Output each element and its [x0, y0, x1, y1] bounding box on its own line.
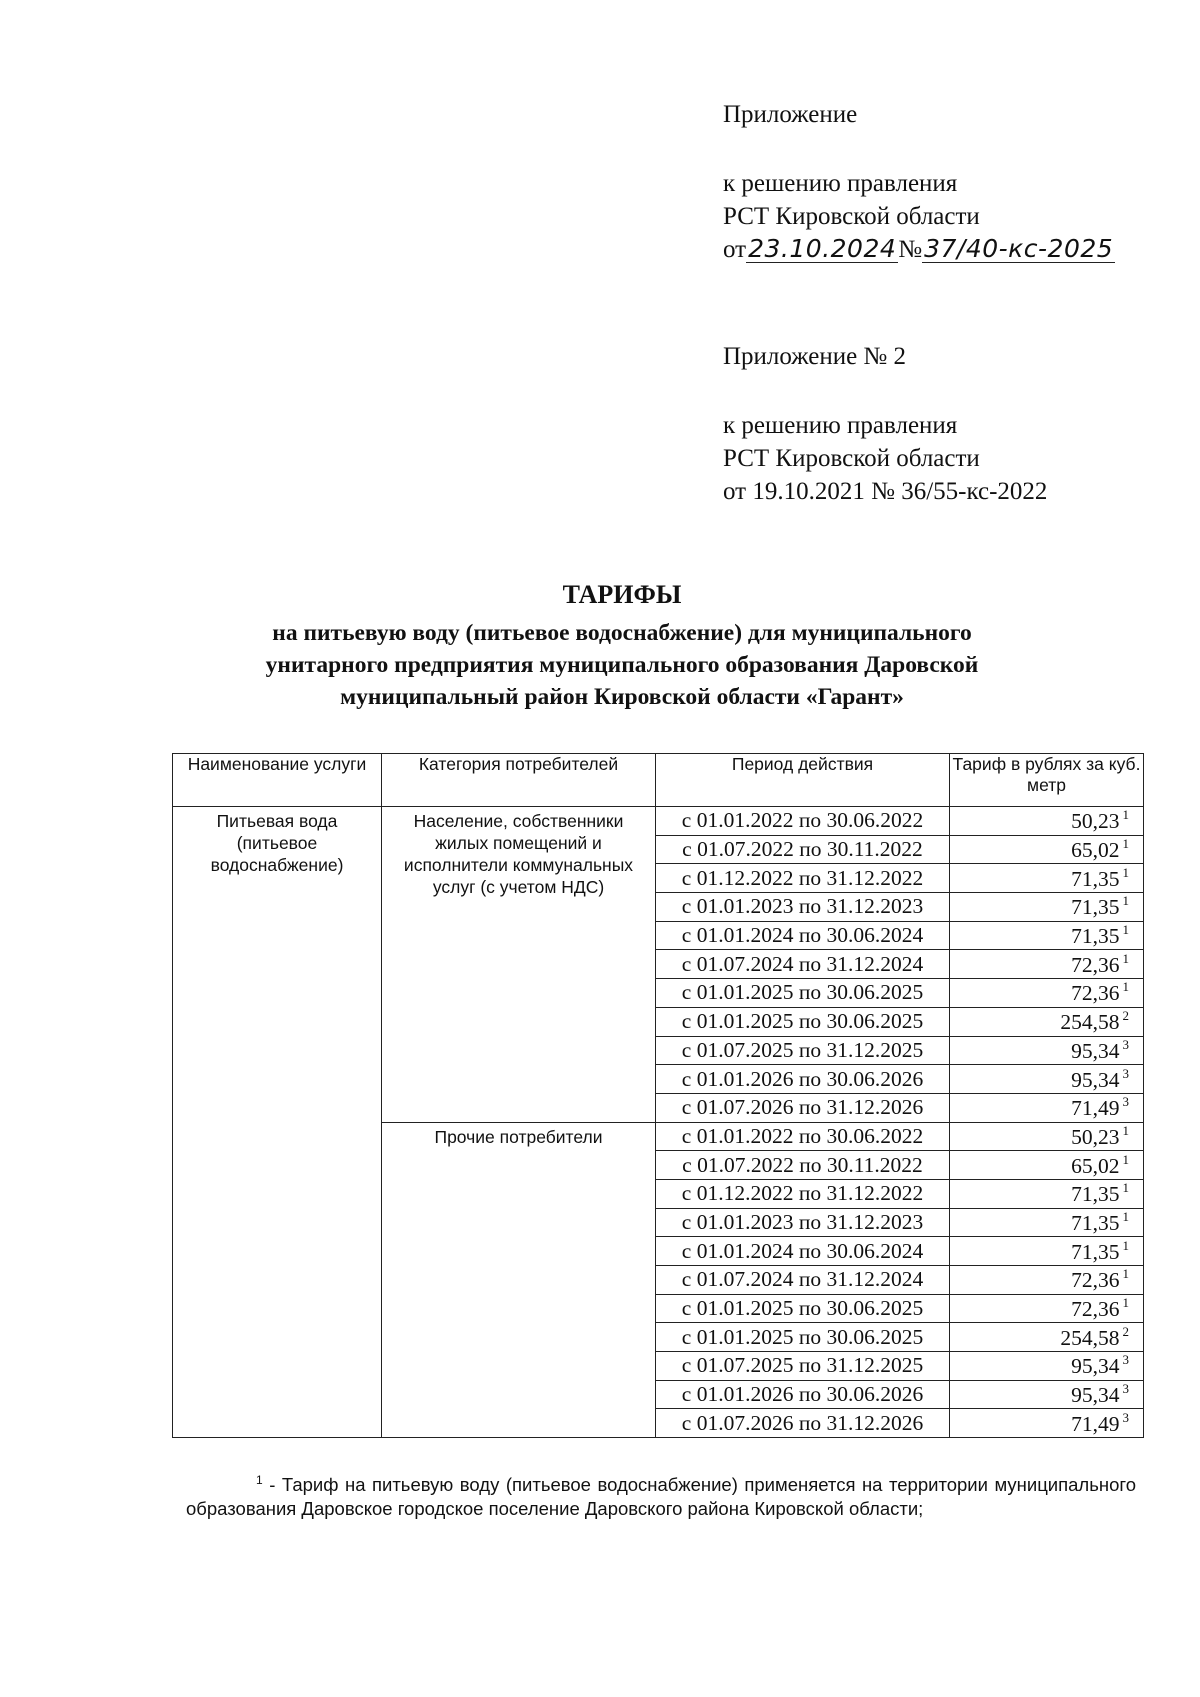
footnote-text: - Тариф на питьевую воду (питьевое водоснабжение) применяется на территории муниципального образования Даровское городское поселение Даровского района Кировской области;	[186, 1474, 1136, 1519]
tariff-footnote-marker: 1	[1122, 807, 1129, 823]
period-cell: с 01.01.2026 по 30.06.2026	[656, 1065, 950, 1094]
period-cell: с 01.07.2024 по 31.12.2024	[656, 1266, 950, 1295]
period-cell: с 01.01.2024 по 30.06.2024	[656, 921, 950, 950]
tariff-footnote-marker: 1	[1122, 1266, 1129, 1282]
tariff-cell	[950, 1323, 1144, 1352]
period-cell: с 01.07.2026 по 31.12.2026	[656, 1093, 950, 1122]
tariff-footnote-marker: 1	[1122, 1237, 1129, 1253]
period-cell: с 01.01.2025 по 30.06.2025	[656, 979, 950, 1008]
header-service: Наименование услуги	[173, 754, 382, 807]
handwritten-date: 23.10.2024	[748, 234, 897, 263]
tariff-cell	[950, 1237, 1144, 1266]
tariff-value: 95,34	[1071, 1354, 1120, 1379]
tariff-cell	[950, 1179, 1144, 1208]
period-cell: с 01.01.2022 по 30.06.2022	[656, 1122, 950, 1151]
period-cell: с 01.01.2023 по 31.12.2023	[656, 893, 950, 922]
document-subtitle-line-3: муниципальный район Кировской области «Гарант»	[340, 684, 904, 710]
tariff-cell	[950, 1266, 1144, 1295]
tariff-value: 95,34	[1071, 1067, 1120, 1092]
tariff-value: 71,35	[1071, 895, 1120, 920]
tariff-cell	[950, 835, 1144, 864]
tariff-cell	[950, 864, 1144, 893]
tariff-value: 254,58	[1060, 1010, 1120, 1035]
period-cell: с 01.12.2022 по 31.12.2022	[656, 1179, 950, 1208]
tariff-value: 95,34	[1071, 1038, 1120, 1063]
tariff-cell	[950, 807, 1144, 836]
tariff-value: 72,36	[1071, 952, 1120, 977]
tariff-footnote-marker: 1	[1122, 836, 1129, 852]
tariff-cell	[950, 1208, 1144, 1237]
tariff-cell	[950, 1294, 1144, 1323]
tariff-cell	[950, 1352, 1144, 1381]
tariff-footnote-marker: 1	[1122, 922, 1129, 938]
tariff-footnote-marker: 3	[1122, 1352, 1129, 1368]
period-cell: с 01.07.2022 по 30.11.2022	[656, 835, 950, 864]
consumer-category-cell: Прочие потребители	[382, 1122, 656, 1438]
service-name-cell: Питьевая вода (питьевое водоснабжение)	[173, 807, 382, 1438]
tariff-value: 71,35	[1071, 924, 1120, 949]
tariff-footnote-marker: 1	[1122, 864, 1129, 880]
period-cell: с 01.07.2024 по 31.12.2024	[656, 950, 950, 979]
period-cell: с 01.07.2026 по 31.12.2026	[656, 1409, 950, 1438]
number-prefix: №	[898, 236, 923, 263]
period-cell: с 01.07.2022 по 30.11.2022	[656, 1151, 950, 1180]
handwritten-number: 37/40-кс-2025	[924, 234, 1114, 263]
tariff-cell	[950, 1036, 1144, 1065]
tariff-footnote-marker: 3	[1122, 1381, 1129, 1397]
period-cell: с 01.01.2025 по 30.06.2025	[656, 1294, 950, 1323]
period-cell: с 01.01.2025 по 30.06.2025	[656, 1323, 950, 1352]
appendix-header-current	[723, 98, 1143, 266]
decision-date-number-line	[723, 233, 1143, 266]
tariff-value: 254,58	[1060, 1325, 1120, 1350]
tariff-cell	[950, 1409, 1144, 1438]
period-cell: с 01.07.2025 по 31.12.2025	[656, 1352, 950, 1381]
tariff-footnote-marker: 2	[1122, 1008, 1129, 1024]
tariff-value: 95,34	[1071, 1383, 1120, 1408]
tariff-value: 50,23	[1071, 1124, 1120, 1149]
tariff-value: 71,35	[1071, 1239, 1120, 1264]
footnote	[186, 1468, 1136, 1521]
tariff-footnote-marker: 3	[1122, 1036, 1129, 1052]
tariff-value: 71,35	[1071, 866, 1120, 891]
tariff-value: 50,23	[1071, 809, 1120, 834]
tariff-value: 72,36	[1071, 1268, 1120, 1293]
document-title-block	[172, 575, 1072, 713]
date-prefix: от	[723, 236, 747, 263]
appendix-title: Приложение	[723, 101, 858, 128]
table-row	[173, 807, 1144, 836]
appendix-header-original	[723, 340, 1143, 508]
period-cell: с 01.01.2026 по 30.06.2026	[656, 1380, 950, 1409]
decision-line: к решению правления	[723, 412, 958, 439]
tariff-footnote-marker: 2	[1122, 1323, 1129, 1339]
tariff-footnote-marker: 3	[1122, 1065, 1129, 1081]
period-cell: с 01.12.2022 по 31.12.2022	[656, 864, 950, 893]
document-subtitle-line-1: на питьевую воду (питьевое водоснабжение) для муниципального	[272, 620, 972, 646]
header-period: Период действия	[656, 754, 950, 807]
decision-date-number: от 19.10.2021 № 36/55-кс-2022	[723, 478, 1048, 505]
tariff-table	[172, 753, 1144, 1438]
tariff-cell	[950, 893, 1144, 922]
tariff-value: 71,49	[1071, 1096, 1120, 1121]
tariff-value: 71,35	[1071, 1210, 1120, 1235]
tariff-footnote-marker: 1	[1122, 1180, 1129, 1196]
footnote-marker: 1	[256, 1473, 263, 1487]
tariff-cell	[950, 979, 1144, 1008]
period-cell: с 01.01.2023 по 31.12.2023	[656, 1208, 950, 1237]
authority-line: РСТ Кировской области	[723, 445, 980, 472]
tariff-footnote-marker: 1	[1122, 893, 1129, 909]
period-cell: с 01.01.2022 по 30.06.2022	[656, 807, 950, 836]
tariff-value: 71,49	[1071, 1411, 1120, 1436]
document-title: ТАРИФЫ	[562, 580, 682, 609]
period-cell: с 01.01.2025 по 30.06.2025	[656, 1007, 950, 1036]
document-subtitle-line-2: унитарного предприятия муниципального образования Даровской	[265, 652, 979, 678]
decision-line: к решению правления	[723, 170, 958, 197]
tariff-footnote-marker: 3	[1122, 1409, 1129, 1425]
tariff-cell	[950, 1122, 1144, 1151]
tariff-value: 65,02	[1071, 838, 1120, 863]
appendix-2-title: Приложение № 2	[723, 343, 907, 370]
tariff-cell	[950, 1380, 1144, 1409]
tariff-table-body	[173, 807, 1144, 1438]
tariff-value: 72,36	[1071, 981, 1120, 1006]
tariff-footnote-marker: 1	[1122, 1151, 1129, 1167]
tariff-footnote-marker: 3	[1122, 1094, 1129, 1110]
tariff-cell	[950, 921, 1144, 950]
header-tariff: Тариф в рублях за куб. метр	[950, 754, 1144, 807]
tariff-value: 65,02	[1071, 1153, 1120, 1178]
tariff-cell	[950, 950, 1144, 979]
tariff-footnote-marker: 1	[1122, 1208, 1129, 1224]
period-cell: с 01.07.2025 по 31.12.2025	[656, 1036, 950, 1065]
period-cell: с 01.01.2024 по 30.06.2024	[656, 1237, 950, 1266]
tariff-footnote-marker: 1	[1122, 950, 1129, 966]
header-category: Категория потребителей	[382, 754, 656, 807]
tariff-cell	[950, 1093, 1144, 1122]
table-header-row	[173, 754, 1144, 807]
tariff-cell	[950, 1151, 1144, 1180]
tariff-cell	[950, 1007, 1144, 1036]
tariff-footnote-marker: 1	[1122, 979, 1129, 995]
authority-line: РСТ Кировской области	[723, 203, 980, 230]
tariff-value: 72,36	[1071, 1297, 1120, 1322]
tariff-value: 71,35	[1071, 1182, 1120, 1207]
tariff-footnote-marker: 1	[1122, 1295, 1129, 1311]
consumer-category-cell: Население, собственники жилых помещений и исполнители коммунальных услуг (с учетом НДС)	[382, 807, 656, 1123]
tariff-footnote-marker: 1	[1122, 1122, 1129, 1138]
tariff-cell	[950, 1065, 1144, 1094]
